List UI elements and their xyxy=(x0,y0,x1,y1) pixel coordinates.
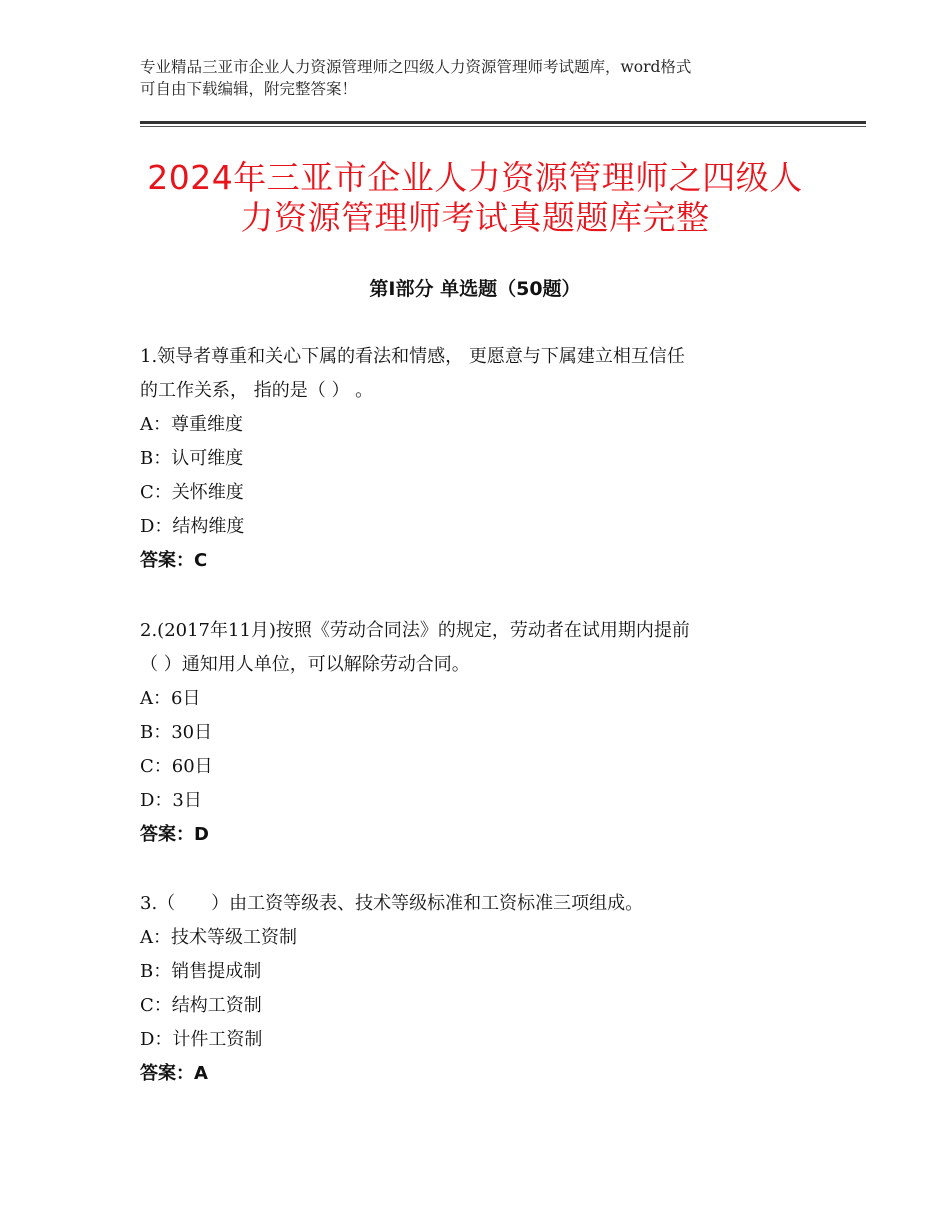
option-d: D：3日 xyxy=(140,790,202,811)
option-b: B：30日 xyxy=(140,722,213,743)
option-c: C：结构工资制 xyxy=(140,995,262,1016)
question-2 xyxy=(140,614,820,852)
option-a: A：技术等级工资制 xyxy=(140,927,297,948)
answer: 答案：D xyxy=(140,824,209,845)
header-note-line: 专业精品三亚市企业人力资源管理师之四级人力资源管理师考试题库，word格式 xyxy=(140,58,692,76)
question-stem: 2.(2017年11月)按照《劳动合同法》的规定，劳动者在试用期内提前 xyxy=(140,620,690,641)
title-line: 2024年三亚市企业人力资源管理师之四级人 xyxy=(147,158,803,197)
question-stem: 3.（ ）由工资等级表、技术等级标准和工资标准三项组成。 xyxy=(140,893,644,914)
header-divider xyxy=(140,121,866,124)
document-title xyxy=(100,158,850,238)
option-c: C：关怀维度 xyxy=(140,482,244,503)
question-stem: 1.领导者尊重和关心下属的看法和情感， 更愿意与下属建立相互信任 xyxy=(140,346,685,367)
question-stem: 的工作关系， 指的是（ ） 。 xyxy=(140,380,374,401)
option-b: B：认可维度 xyxy=(140,448,244,469)
question-3 xyxy=(140,887,820,1091)
header-note xyxy=(140,56,820,100)
question-1 xyxy=(140,340,820,578)
option-b: B：销售提成制 xyxy=(140,961,262,982)
answer: 答案：A xyxy=(140,1063,208,1084)
option-d: D：计件工资制 xyxy=(140,1029,263,1050)
option-a: A：6日 xyxy=(140,688,201,709)
header-note-line: 可自由下载编辑，附完整答案！ xyxy=(140,80,358,98)
option-d: D：结构维度 xyxy=(140,516,245,537)
option-a: A：尊重维度 xyxy=(140,414,243,435)
title-line: 力资源管理师考试真题题库完整 xyxy=(240,198,710,237)
answer: 答案：C xyxy=(140,550,208,571)
option-c: C：60日 xyxy=(140,756,213,777)
question-stem: （ ）通知用人单位，可以解除劳动合同。 xyxy=(140,654,470,675)
section-heading: 第Ⅰ部分 单选题（50题） xyxy=(369,278,581,300)
header-divider-thin xyxy=(140,126,866,127)
